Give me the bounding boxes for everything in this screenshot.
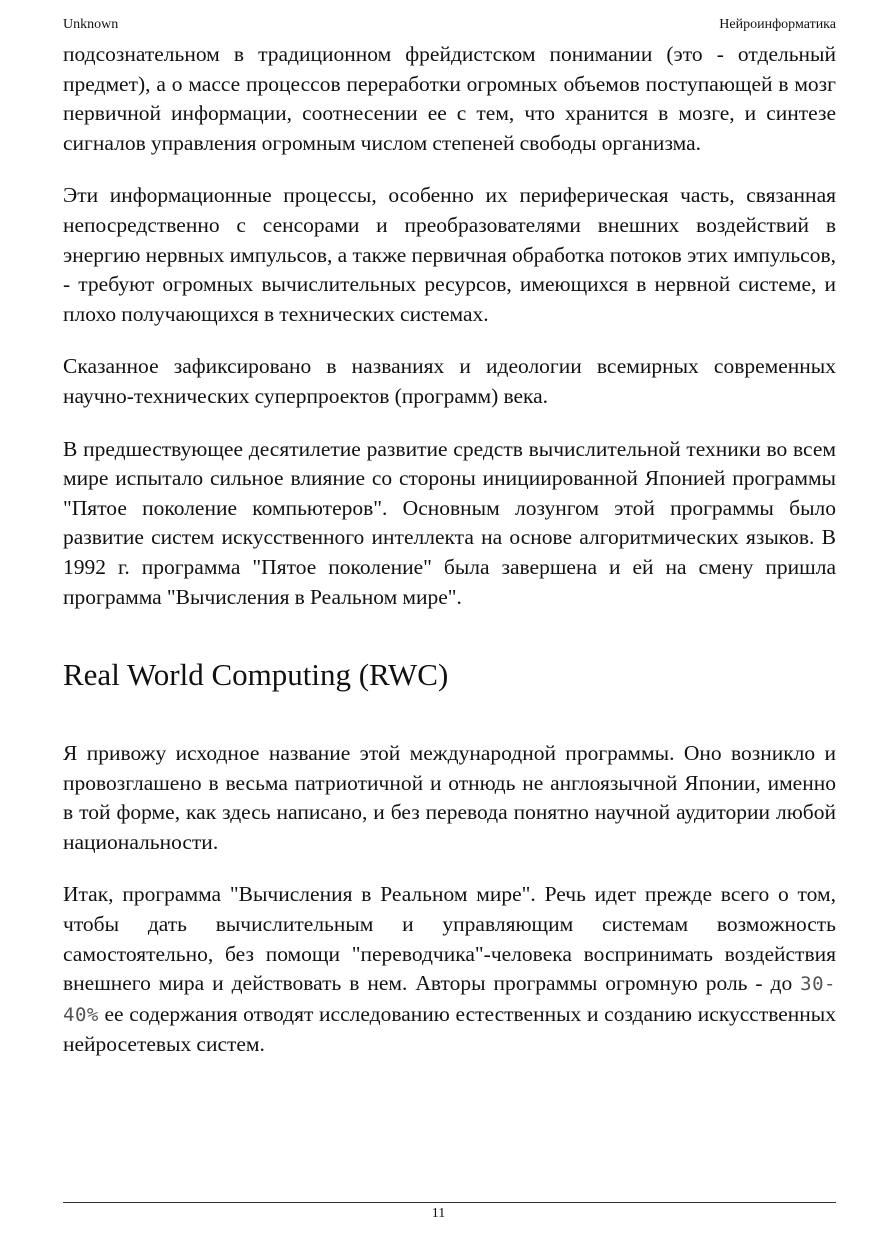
paragraph: Сказанное зафиксировано в названиях и идеологии всемирных современных научно-технических суперпроектов (программ) века.: [63, 354, 836, 408]
page-body: [63, 40, 836, 1083]
running-header-title: Нейроинформатика: [719, 17, 836, 32]
page-number: 11: [431, 1206, 446, 1221]
paragraph-text-end: ее содержания отводят исследованию естественных и созданию искусственных нейросетевых систем.: [63, 1001, 836, 1057]
percent-range: 30-40%: [63, 973, 836, 1026]
paragraph: Эти информационные процессы, особенно их периферическая часть, связанная непосредственно с сенсорами и преобразователями внешних воздействий в энергию нервных импульсов, а также первичная обработка потоков этих импульсов, - требуют огромных вычислительных ресурсов, имеющихся в нервной системе, и плохо получающихся в технических системах.: [63, 183, 836, 326]
paragraph: [63, 880, 836, 1060]
section-heading: Real World Computing (RWC): [63, 657, 449, 693]
paragraph: В предшествующее десятилетие развитие средств вычислительной техники во всем мире испытало сильное влияние со стороны инициированной Японией программы "Пятое поколение компьютеров". Основным лозунгом этой программы было развитие систем искусственного интеллекта на основе алгоритмических языков. В 1992 г. программа "Пятое поколение" была завершена и ей на смену пришла программа "Вычисления в Реальном мире".: [63, 436, 836, 609]
paragraph-text-start: Итак, программа "Вычисления в Реальном мире". Речь идет прежде всего о том, чтобы дать вычислительным и управляющим системам возможность самостоятельно, без помощи "переводчика"-человека воспринимать воздействия внешнего мира и действовать в нем. Авторы программы огромную роль - до: [63, 882, 836, 996]
running-header-author: Unknown: [63, 17, 119, 32]
paragraph: подсознательном в традиционном фрейдистском понимании (это - отдельный предмет), а о массе процессов переработки огромных объемов поступающей в мозг первичной информации, соотнесении ее с тем, что хранится в мозге, и синтезе сигналов управления огромным числом степеней свободы организма.: [63, 42, 836, 155]
footer-divider: [63, 1202, 836, 1203]
paragraph: Я привожу исходное название этой международной программы. Оно возникло и провозглашено в весьма патриотичной и отнюдь не англоязычной Японии, именно в той форме, как здесь написано, и без перевода понятно научной аудитории любой национальности.: [63, 741, 836, 854]
